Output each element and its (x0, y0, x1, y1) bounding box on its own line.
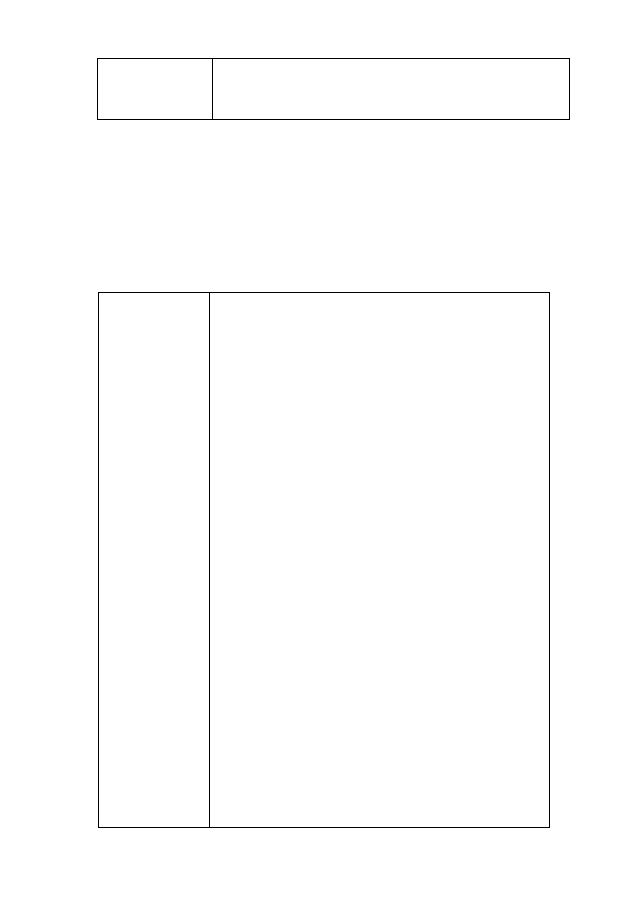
resource-table (98, 292, 550, 828)
top-table (97, 58, 570, 120)
resource-table-label-column (99, 293, 210, 827)
top-table-left-column (98, 59, 213, 119)
